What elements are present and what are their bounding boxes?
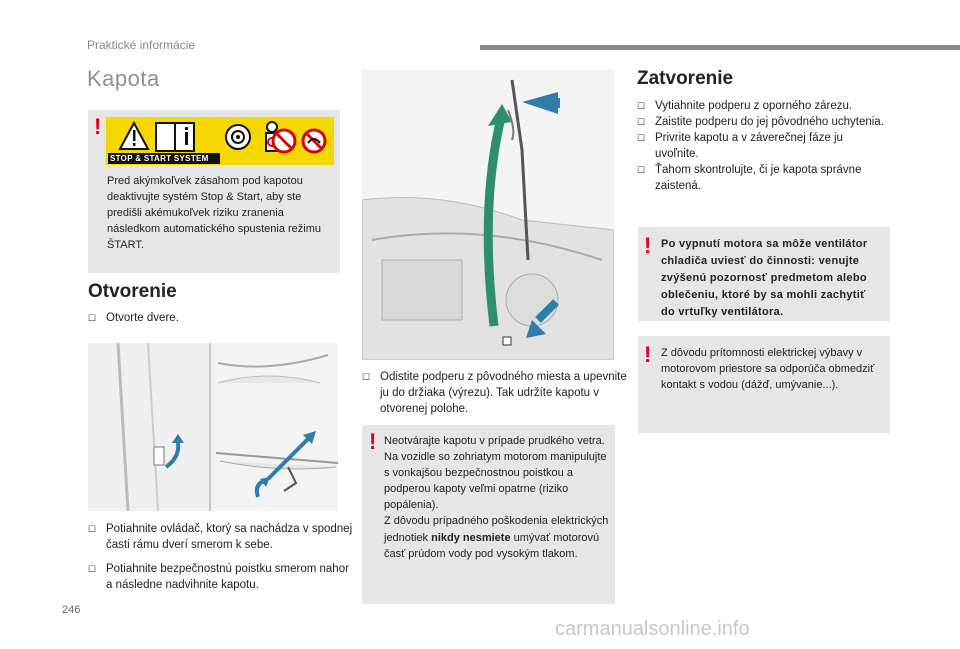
engine-bay-illustration [362, 70, 614, 360]
warning-stop-start-text: Pred akýmkoľvek zásahom pod kapotou deaktivujte systém Stop & Start, aby ste predišli akémukoľvek riziku zranenia následkom automatického spustenia režimu ŠTART. [107, 175, 322, 251]
door-release-illustration [88, 343, 338, 511]
warning-wind-text: Neotvárajte kapotu v prípade prudkého vetra. Na vozidle so zohriatym motorom manipulujte s vonkajšou bezpečnostnou poistkou a podperou kapoty veľmi opatrne (riziko popálenia). Z dôvodu prípadného poškodenia elektrických jednotiek nikdy nesmiete umývať motorovú časť prúdom vody pod vysokým tlakom. [384, 435, 609, 560]
step-pull-lever: ☐ Potiahnite ovládač, ktorý sa nachádza v spodnej časti rámu dverí smerom k sebe. [88, 523, 353, 551]
warning-electric-text: Z dôvodu prítomnosti elektrickej výbavy v motorovom priestore sa odporúča obmedziť kontakt s vodou (dážď, umývanie...). [661, 347, 875, 391]
hood-prop-rod-drawing [362, 70, 614, 360]
section-header: Praktické informácie [87, 38, 196, 52]
step-open-door: ☐ Otvorte dvere. [88, 312, 179, 324]
section-heading-otvorenie: Otvorenie [88, 281, 177, 302]
checkbox-bullet-icon: ☐ [637, 101, 646, 111]
checkbox-bullet-icon: ☐ [362, 372, 371, 382]
list-item: ☐ Ťahom skontrolujte, či je kapota správne zaistená. [637, 164, 862, 192]
step-lift-hood: ☐ Potiahnite bezpečnostnú poistku smerom nahor a následne nadvihnite kapotu. [88, 563, 349, 591]
checkbox-bullet-icon: ☐ [637, 133, 646, 143]
page-title: Kapota [87, 66, 160, 91]
watermark: carmanualsonline.info [555, 618, 750, 640]
stop-start-badge: STOP & START SYSTEM [110, 154, 209, 163]
warning-bold-phrase: nikdy nesmiete [431, 531, 511, 544]
warning-exclamation-icon: ! [369, 429, 377, 454]
header-bar [480, 45, 960, 50]
closing-steps-list [637, 98, 887, 194]
checkbox-bullet-icon: ☐ [88, 524, 97, 534]
warning-exclamation-icon: ! [94, 114, 102, 139]
checkbox-bullet-icon: ☐ [88, 564, 97, 574]
step-prop-rod: ☐ Odistite podperu z pôvodného miesta a upevnite ju do držiaka (výrezu). Tak udržíte kapotu v otvorenej polohe. [362, 371, 627, 415]
warning-exclamation-icon: ! [644, 342, 652, 367]
list-item: ☐ Privrite kapotu a v záverečnej fáze ju uvoľnite. [637, 132, 843, 160]
checkbox-bullet-icon: ☐ [637, 165, 646, 175]
warning-fan-text: Po vypnutí motora sa môže ventilátor chladiča uviesť do činnosti: venujte zvýšenú pozornosť predmetom alebo oblečeniu, ktoré by sa mohli zachytiť do vrtuľky ventilátora. [661, 238, 868, 318]
checkbox-bullet-icon: ☐ [637, 117, 646, 127]
section-heading-zatvorenie: Zatvorenie [637, 68, 734, 89]
list-item: ☐ Vytiahnite podperu z oporného zárezu. [637, 100, 853, 112]
page-number: 246 [62, 604, 81, 616]
door-hood-release-drawing [88, 343, 338, 511]
checkbox-bullet-icon: ☐ [88, 313, 97, 323]
warning-exclamation-icon: ! [644, 233, 652, 258]
list-item: ☐ Zaistite podperu do jej pôvodného uchytenia. [637, 116, 884, 128]
